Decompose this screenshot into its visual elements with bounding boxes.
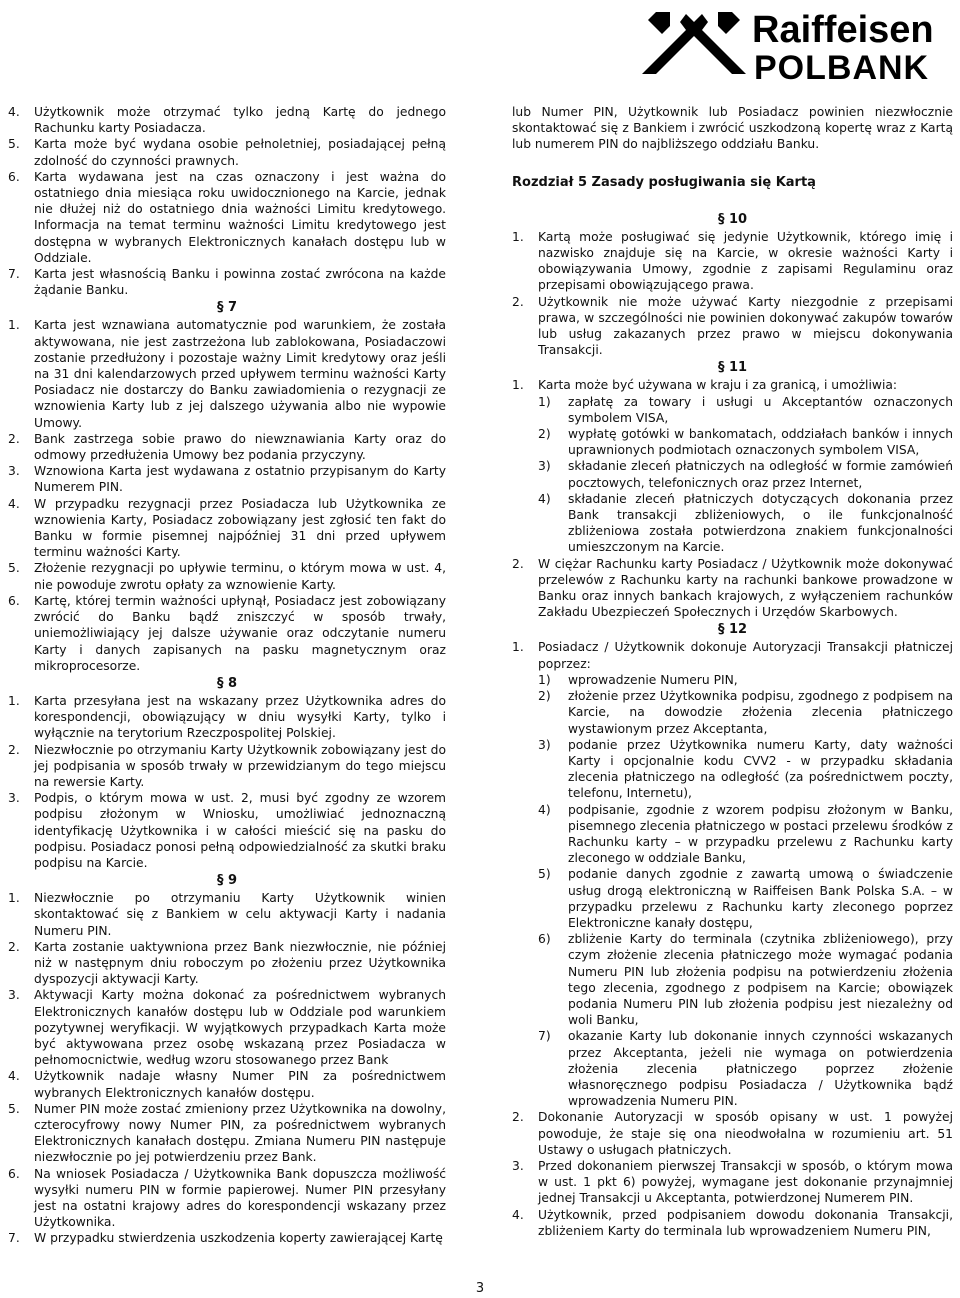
sub-point [538,1028,953,1109]
paragraph-text: Użytkownik może otrzymać tylko jedną Kartę do jednego Rachunku karty Posiadacza. [34,105,446,136]
paragraph-number: 5. [8,561,20,576]
paragraph-number: 5. [8,1101,20,1116]
paragraph-number: 3. [512,1158,524,1173]
numbered-paragraph [512,556,953,621]
paragraph-number: 3. [8,791,20,806]
paragraph-text: złożenie przez Użytkownika podpisu, zgodnego z podpisem na Karcie, na dowodzie złożenia zlecenia płatniczego wystawionym przez Akceptanta, [568,689,953,736]
numbered-paragraph [8,742,446,791]
section-heading: § 11 [717,360,748,376]
paragraph-number: 1) [538,394,551,409]
numbered-paragraph [8,1166,446,1231]
paragraph-text: składanie zleceń płatniczych na odległość w formie zamówień pocztowych, telefonicznych oraz przez Internet, [568,459,953,490]
paragraph-text: Kartą może posługiwać się jedynie Użytkownik, którego imię i nazwisko znajduje się na Karcie, w okresie ważności Karty i obowiązywania Umowy, zgodnie z zapisami Regulaminu oraz przepisami obowiązującego prawa. [538,229,953,293]
paragraph-text: Użytkownik nie może używać Karty niezgodnie z przepisami prawa, w szczególności nie powinien dokonywać zakupów towarów lub usług zakazanych przez prawo w miejscu dokonywania Transakcji. [538,294,953,358]
paragraph-number: 4) [538,802,551,817]
paragraph-text: W ciężar Rachunku karty Posiadacz / Użytkownik może dokonywać przelewów z Rachunku karty na rachunki bankowe prowadzone w Banku oraz innych bankach krajowych, z wyłączeniem rachunków Zakładu Ubezpieczeń Społecznych i Urzędów Skarbowych. [538,556,953,620]
raiffeisen-polbank-logo [640,6,945,82]
paragraph-number: 1. [512,229,524,244]
sub-point [538,426,953,458]
paragraph-number: 4. [8,1069,20,1084]
paragraph-text: Dokonanie Autoryzacji w sposób opisany w ust. 1 powyżej powoduje, że staje się ona nieodwołalna w rozumieniu art. 51 Ustawy o usługach płatniczych. [538,1110,953,1157]
paragraph-text: zbliżenie Karty do terminala (czytnika zbliżeniowego), przy czym złożenie zlecenia płatniczego może wymagać podania Numeru PIN lub złożenia podpisu na potwierdzeniu złożenia tego zlecenia, zgodnego z podpisem na Karcie; obowiązek podania Numeru PIN lub złożenia podpisu jest niezależny od woli Banku, [568,932,953,1028]
paragraph-text: Niezwłocznie po otrzymaniu Karty Użytkownik zobowiązany jest do jej podpisania w sposób trwały w przewidzianym do tego miejscu na rewersie Karty. [34,742,446,789]
paragraph-number: 1) [538,672,551,687]
section-heading: § 9 [216,873,238,889]
section-heading: § 12 [717,622,748,638]
numbered-paragraph [8,104,446,136]
sub-point [538,866,953,931]
paragraph-text: W przypadku stwierdzenia uszkodzenia koperty zawierającej Kartę [34,1231,443,1246]
numbered-paragraph [8,939,446,988]
paragraph-text: Przed dokonaniem pierwszej Transakcji w sposób, o którym mowa w ust. 1 pkt 6) powyżej, wymagane jest dokonanie przynajmniej jednej Transakcji u Akceptanta, potwierdzonej Numerem PIN. [538,1158,953,1206]
paragraph-text: Karta jest własnością Banku i powinna zostać zwrócona na każde żądanie Banku. [34,267,446,298]
paragraph-number: 3) [538,459,551,474]
sub-point [538,931,953,1028]
sub-point [538,394,953,426]
numbered-paragraph [8,266,446,298]
continued-paragraph: lub Numer PIN, Użytkownik lub Posiadacz powinien niezwłocznie skontaktować się z Bankiem i zwrócić uszkodzoną kopertę wraz z Kartą lub numerem PIN do najbliższego oddziału Banku. [512,105,953,152]
numbered-paragraph [512,639,953,671]
crossed-gables-icon [642,12,746,74]
paragraph-number: 4. [8,105,20,119]
paragraph-number: 2. [8,431,20,446]
paragraph-text: Karta wydawana jest na czas oznaczony i jest ważna do ostatniego dnia miesiąca roku uwidocznionego na Karcie, jednak nie dłużej niż do ostatniego dnia ważności Limitu kredytowego. Informacja na temat terminu ważności Limitu kredytowego jest dostępna w wybranych Elektronicznych kanałach dostępu lub w Oddziale. [34,169,446,265]
left-column [8,104,446,1247]
paragraph-text: Użytkownik nadaje własny Numer PIN za pośrednictwem wybranych Elektronicznych kanałów dostępu. [34,1069,446,1100]
numbered-paragraph [8,1068,446,1100]
paragraph-number: 2. [512,1110,524,1125]
section-heading: § 8 [216,675,238,691]
numbered-paragraph [8,790,446,871]
paragraph-number: 2) [538,427,551,442]
sub-point [538,672,953,688]
sub-point [538,688,953,737]
paragraph-text: W przypadku rezygnacji przez Posiadacza lub Użytkownika ze wznowienia Karty, Posiadacz zobowiązany jest zgłosić ten fakt do Banku w formie pisemnej najpóźniej 31 dni przed upływem terminu ważności Karty. [34,496,446,560]
logo-wordmark-raiffeisen: Raiffeisen [752,9,934,51]
numbered-paragraph [8,1101,446,1166]
numbered-paragraph [8,463,446,495]
paragraph-text: składanie zleceń płatniczych dotyczących dokonania przez Bank transakcji zbliżeniowych, o ile funkcjonalność zbliżeniowa została potwierdzona znakiem funkcjonalności umieszczonym na Karcie. [568,491,953,555]
paragraph-text: Na wniosek Posiadacza / Użytkownika Bank dopuszcza możliwość wysyłki numeru PIN w formie papierowej. Numer PIN przesyłany jest na ostatni krajowy adres do korespondencji wskazany przez Użytkownika. [34,1166,446,1230]
numbered-paragraph [8,136,446,168]
paragraph-number: 6) [538,932,551,947]
section-heading: § 10 [717,211,748,227]
logo-wordmark-polbank: POLBANK [754,49,930,82]
numbered-paragraph [8,987,446,1068]
paragraph-text: Karta może być wydana osobie pełnoletniej, posiadającej pełną zdolność do czynności prawnych. [34,137,446,168]
chapter-heading: Rozdział 5 Zasady posługiwania się Kartą [512,174,816,190]
paragraph-text: Złożenie rezygnacji po upływie terminu, o którym mowa w ust. 4, nie powoduje zwrotu opłaty za wznowienie Karty. [34,561,446,592]
paragraph-number: 7. [8,267,20,282]
sub-point [538,491,953,556]
paragraph-number: 4. [512,1207,524,1222]
right-column [512,104,953,1239]
numbered-paragraph [8,169,446,266]
paragraph-number: 1. [8,693,20,708]
numbered-paragraph [8,496,446,561]
paragraph-text: zapłatę za towary i usługi u Akceptantów oznaczonych symbolem VISA, [568,394,953,425]
sub-point [538,737,953,802]
paragraph-text: Karta przesyłana jest na wskazany przez Użytkownika adres do korespondencji, obowiązujący w dniu wysyłki Karty, tylko i wyłącznie na terytorium Rzeczpospolitej Polskiej. [34,693,446,741]
paragraph-number: 3) [538,737,551,752]
paragraph-text: Karta zostanie uaktywniona przez Bank niezwłocznie, nie później niż w następnym dniu roboczym po złożeniu przez Użytkownika dyspozycji aktywacji Karty. [34,939,446,987]
paragraph-text: Posiadacz / Użytkownik dokonuje Autoryzacji Transakcji płatniczej poprzez: [538,640,953,671]
numbered-paragraph [8,593,446,674]
paragraph-number: 6. [8,593,20,608]
numbered-paragraph [8,890,446,939]
paragraph-text: wprowadzenie Numeru PIN, [568,672,738,687]
numbered-paragraph [512,1207,953,1239]
paragraph-number: 6. [8,1166,20,1181]
section-heading: § 7 [216,300,238,316]
paragraph-text: podpisanie, zgodnie z wzorem podpisu złożonym w Banku, pisemnego zlecenia płatniczego w postaci przelewu środków z Rachunku karty – w przypadku przelewu z Rachunku karty zleconego w oddziale Banku, [568,802,953,866]
paragraph-number: 7. [8,1231,20,1246]
paragraph-number: 2. [8,939,20,954]
paragraph-number: 2) [538,689,551,704]
paragraph-text: Kartę, której termin ważności upłynął, Posiadacz jest zobowiązany zwrócić do Banku bądź zniszczyć w sposób trwały, uniemożliwiający jej dalsze używanie oraz odczytanie numeru Karty i danych zapisanych na pasku magnetycznym oraz mikroprocesorze. [34,593,446,673]
paragraph-text: Wznowiona Karta jest wydawana z ostatnio przypisanym do Karty Numerem PIN. [34,464,446,495]
paragraph-text: podanie przez Użytkownika numeru Karty, daty ważności Karty i opcjonalnie kodu CVV2 - w przypadku składania zlecenia płatniczego na odległość (za pośrednictwem poczty, telefonu, Internetu), [568,737,953,801]
paragraph-number: 1. [8,318,20,333]
paragraph-number: 3. [8,464,20,479]
paragraph-text: wypłatę gotówki w bankomatach, oddziałach banków i innych uprawnionych podmiotach oznaczonych symbolem VISA, [568,427,953,458]
numbered-paragraph [8,1230,446,1246]
numbered-paragraph [512,377,953,393]
paragraph-text: podanie danych zgodnie z zawartą umową o świadczenie usług drogą elektroniczną w Raiffeisen Bank Polska S.A. – w przypadku przelewu z Rachunku karty zleconego poprzez Elektroniczne kanały dostępu, [568,867,953,930]
paragraph-text: okazanie Karty lub dokonanie innych czynności wskazanych przez Akceptanta, jeżeli nie wymaga on potwierdzenia złożenia zlecenia płatniczego poprzez złożenie własnoręcznego podpisu Posiadacza / Użytkownika bądź wprowadzenia Numeru PIN. [568,1029,953,1109]
numbered-paragraph [512,294,953,359]
paragraph-number: 5) [538,867,551,882]
numbered-paragraph [512,1158,953,1207]
numbered-paragraph [8,317,446,430]
paragraph-number: 2. [8,742,20,757]
numbered-paragraph [512,1109,953,1158]
paragraph-text: Karta jest wznawiana automatycznie pod warunkiem, że została aktywowana, nie jest zastrzeżona lub zablokowana, Posiadaczowi zostanie przedłużony i pozostaje ważny Limit kredytowy oraz jeśli na 31 dni kalendarzowych przed upływem terminu ważności Karty Posiadacz nie dostarczy do Banku zawiadomienia o rezygnacji ze wznowienia Karty lub z jej dalszego używania albo nie wypowie Umowy. [34,318,446,430]
numbered-paragraph [512,229,953,294]
paragraph-number: 3. [8,988,20,1003]
paragraph-number: 4. [8,496,20,511]
paragraph-number: 4) [538,491,551,506]
paragraph-number: 1. [512,640,524,655]
paragraph-number: 5. [8,137,20,152]
paragraph-number: 1. [512,378,524,393]
paragraph-number: 1. [8,891,20,906]
numbered-paragraph [8,693,446,742]
sub-point [538,458,953,490]
paragraph-number: 2. [512,556,524,571]
numbered-paragraph [8,560,446,592]
paragraph-text: Karta może być używana w kraju i za granicą, i umożliwia: [538,378,898,393]
paragraph-text: Użytkownik, przed podpisaniem dowodu dokonania Transakcji, zbliżeniem Karty do terminala lub wprowadzeniem Numeru PIN, [538,1207,953,1238]
paragraph-number: 6. [8,169,20,184]
paragraph-number: 2. [512,294,524,309]
paragraph-text: Aktywacji Karty można dokonać za pośrednictwem wybranych Elektronicznych kanałów dostępu lub w Oddziale pod warunkiem pozytywnej weryfikacji. W wyjątkowych przypadkach Karta może być aktywowana przez osobę wskazaną przez Posiadacza w pełnomocnictwie, według wzoru stosowanego przez Bank [34,988,446,1068]
paragraph-text: Bank zastrzega sobie prawo do niewznawiania Karty oraz do odmowy przedłużenia Umowy bez podania przyczyny. [34,431,446,463]
numbered-paragraph [8,431,446,463]
sub-point [538,802,953,867]
paragraph-number: 7) [538,1029,551,1044]
paragraph-text: Numer PIN może zostać zmieniony przez Użytkownika na dowolny, czterocyfrowy nowy Numer PIN, za pośrednictwem wybranych Elektronicznych kanałach dostępu. Zmiana Numeru PIN następuje niezwłocznie po jej potwierdzeniu przez Bank. [34,1101,446,1165]
paragraph-text: Podpis, o którym mowa w ust. 2, musi być zgodny ze wzorem podpisu złożonym w Wniosku, umożliwiać jednoznaczną identyfikację Użytkownika i w całości mieścić się na pasku do podpisu. Posiadacz ponosi pełną odpowiedzialność za skutki braku podpisu na Karcie. [34,791,446,870]
paragraph-text: Niezwłocznie po otrzymaniu Karty Użytkownik winien skontaktować się z Bankiem w celu aktywacji Karty i nadania Numeru PIN. [34,891,446,938]
page-number: 3 [475,1281,485,1296]
